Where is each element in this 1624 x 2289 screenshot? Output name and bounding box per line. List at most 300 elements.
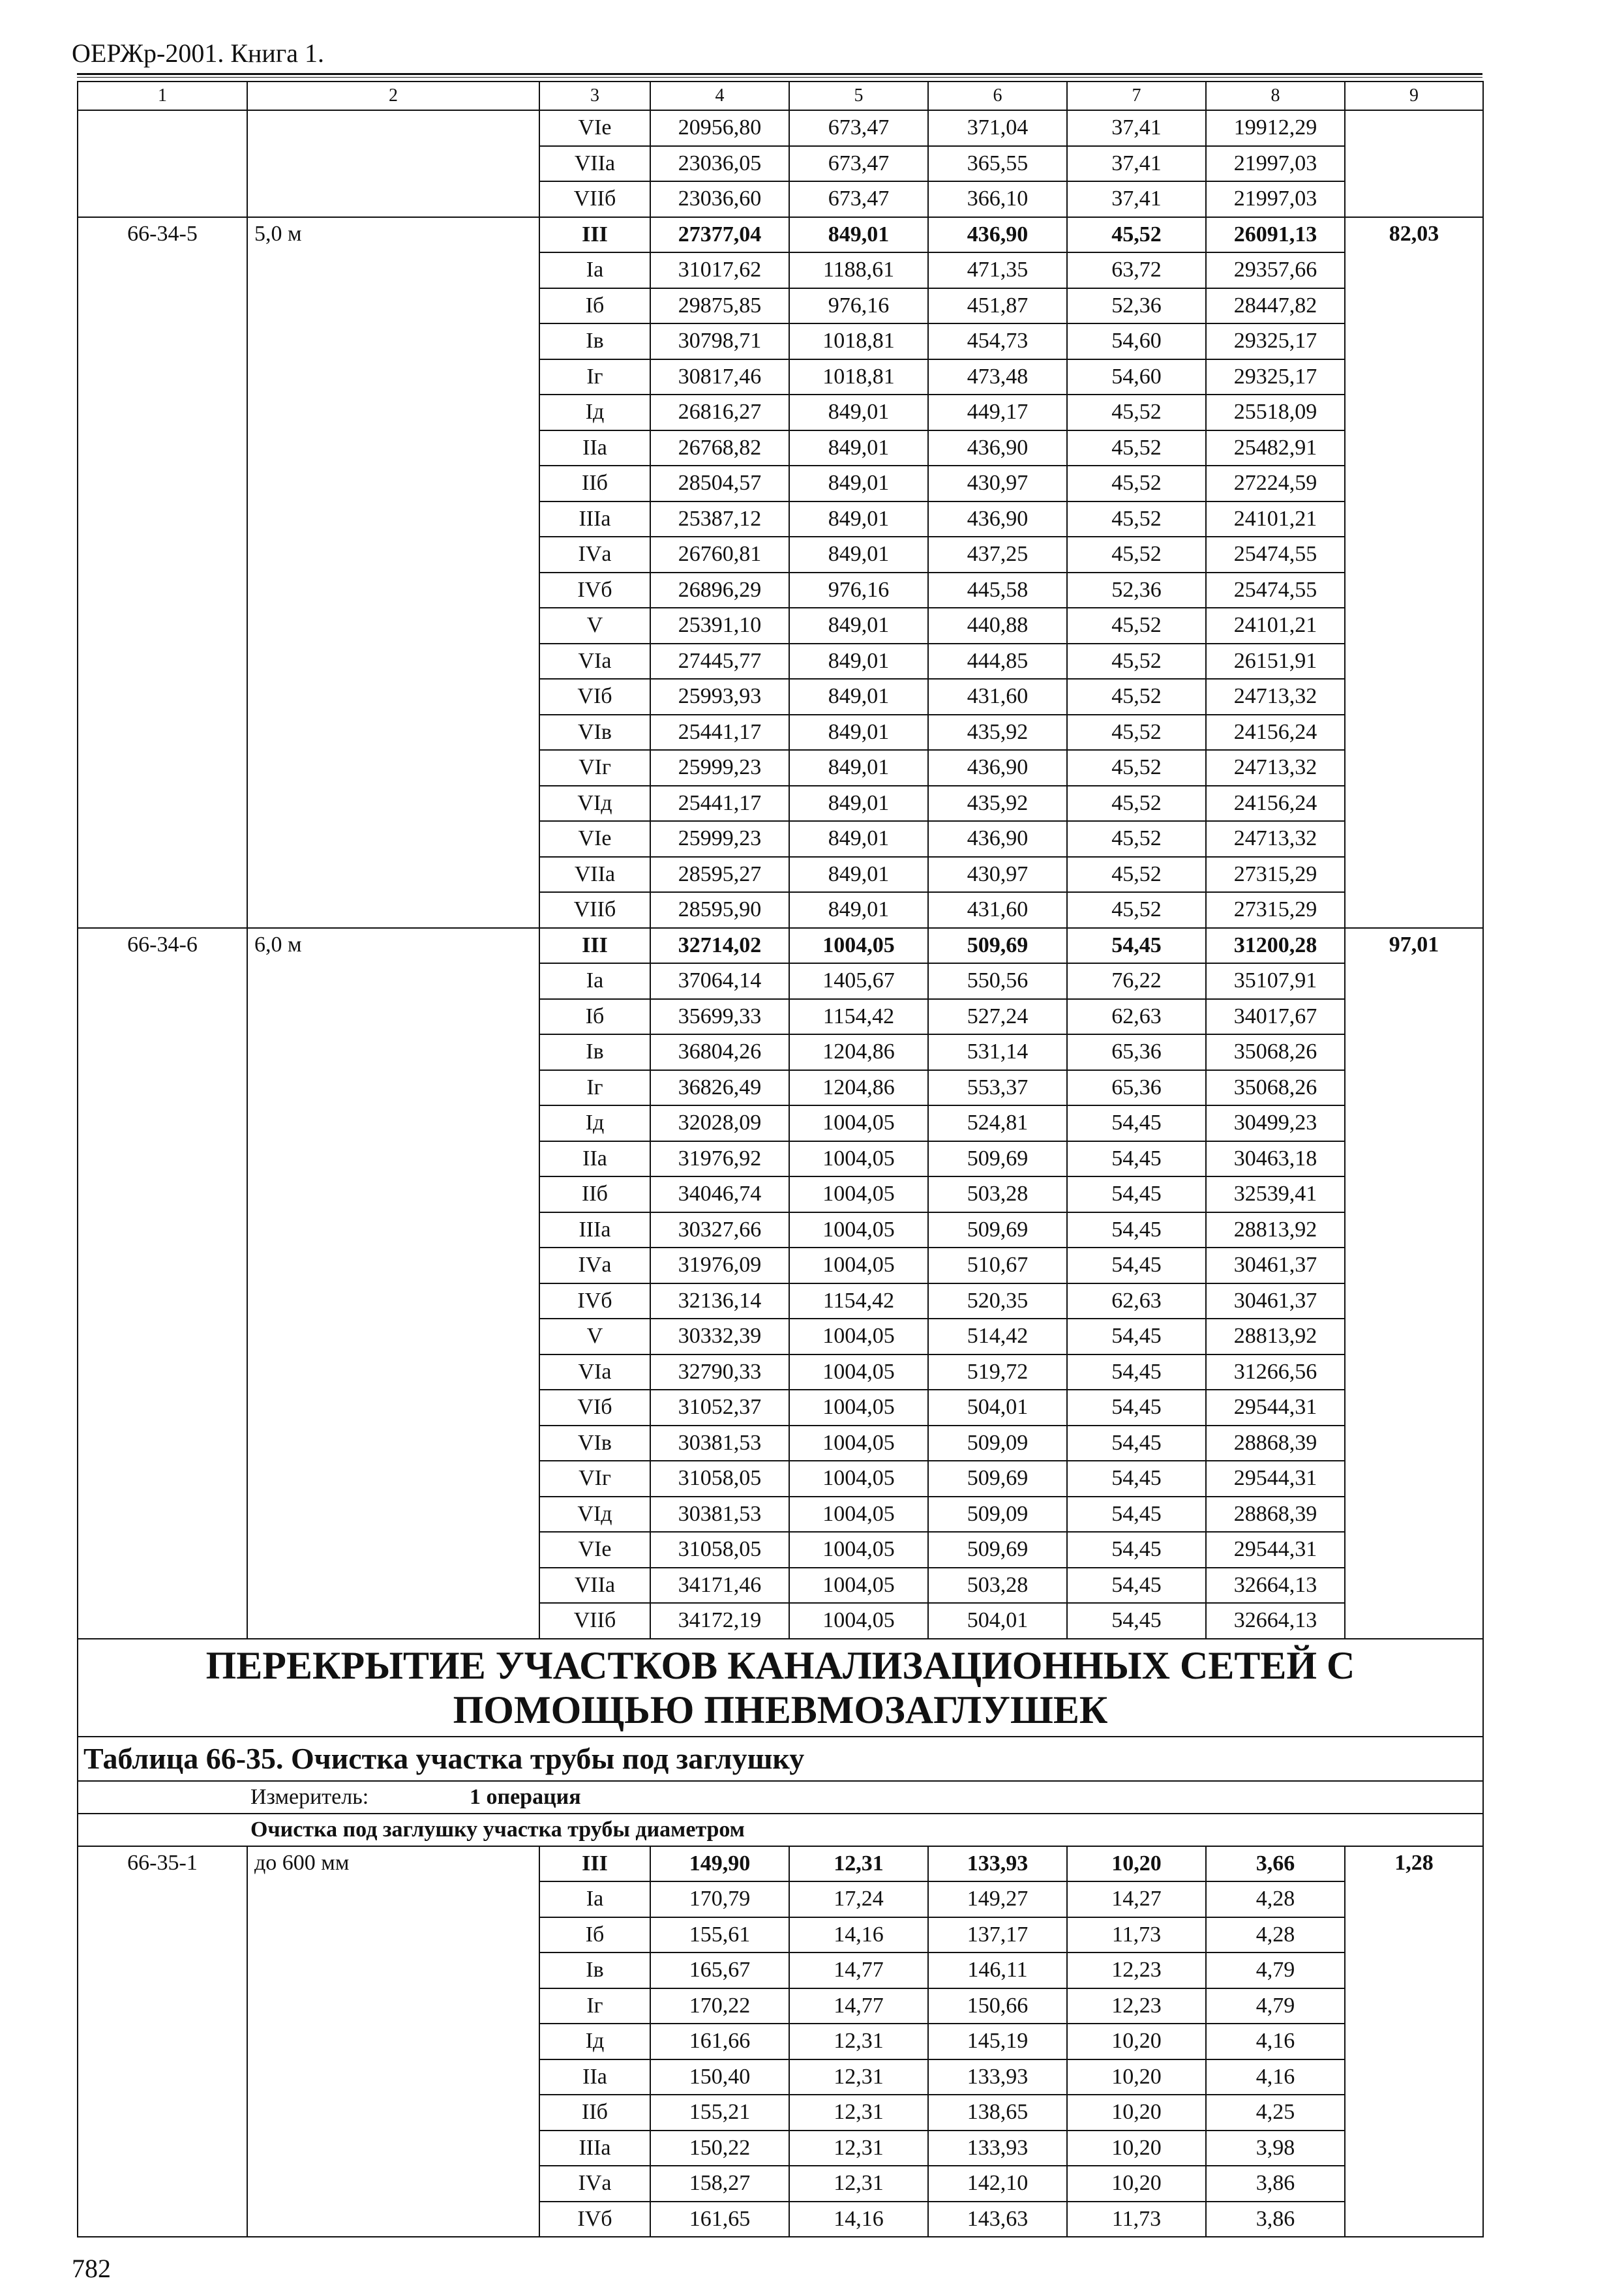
value-cell: 10,20 xyxy=(1067,2095,1206,2131)
rate-code: 66-34-5 xyxy=(78,217,247,928)
zone-code-cell: VIб xyxy=(539,679,650,715)
value-cell: 520,35 xyxy=(928,1283,1067,1319)
value-cell: 3,86 xyxy=(1206,2202,1345,2237)
value-cell: 436,90 xyxy=(928,430,1067,466)
rate-name: 6,0 м xyxy=(247,928,539,1639)
zone-code-cell: Iб xyxy=(539,288,650,324)
value-cell: 35699,33 xyxy=(650,999,789,1035)
value-cell: 11,73 xyxy=(1067,1917,1206,1953)
value-cell: 155,61 xyxy=(650,1917,789,1953)
value-cell: 976,16 xyxy=(789,288,928,324)
column-number: 8 xyxy=(1206,82,1345,110)
table-row xyxy=(78,928,1483,964)
zone-code-cell: Iб xyxy=(539,1917,650,1953)
value-cell: 30463,18 xyxy=(1206,1141,1345,1177)
value-cell: 45,52 xyxy=(1067,679,1206,715)
value-cell: 45,52 xyxy=(1067,501,1206,537)
name-cell-empty xyxy=(247,110,539,217)
value-cell: 149,27 xyxy=(928,1881,1067,1917)
zone-code-cell: Iв xyxy=(539,1034,650,1070)
value-cell: 25518,09 xyxy=(1206,395,1345,430)
value-cell: 31058,05 xyxy=(650,1461,789,1497)
header-rule xyxy=(77,73,1482,75)
zone-code-cell: III xyxy=(539,1846,650,1882)
zone-code-cell: Iв xyxy=(539,323,650,359)
table-row xyxy=(78,217,1483,253)
value-cell: 4,28 xyxy=(1206,1881,1345,1917)
value-cell: 26151,91 xyxy=(1206,644,1345,680)
value-cell: 436,90 xyxy=(928,750,1067,786)
zone-code-cell: Iд xyxy=(539,1105,650,1141)
value-cell: 31976,09 xyxy=(650,1248,789,1283)
value-cell: 37,41 xyxy=(1067,146,1206,182)
value-cell: 12,31 xyxy=(789,2166,928,2202)
value-cell: 1004,05 xyxy=(789,1354,928,1390)
value-cell: 62,63 xyxy=(1067,1283,1206,1319)
column-number-row xyxy=(78,82,1483,110)
value-cell: 30332,39 xyxy=(650,1319,789,1354)
value-cell: 32136,14 xyxy=(650,1283,789,1319)
value-cell: 444,85 xyxy=(928,644,1067,680)
zone-code-cell: Iб xyxy=(539,999,650,1035)
value-cell: 28595,90 xyxy=(650,892,789,928)
column-number: 2 xyxy=(247,82,539,110)
value-cell: 436,90 xyxy=(928,217,1067,253)
value-cell: 1204,86 xyxy=(789,1070,928,1106)
value-cell: 45,52 xyxy=(1067,715,1206,751)
zone-code-cell: VIIб xyxy=(539,892,650,928)
value-cell: 54,45 xyxy=(1067,1426,1206,1461)
zone-code-cell: V xyxy=(539,1319,650,1354)
zone-code-cell: V xyxy=(539,608,650,644)
column-number: 4 xyxy=(650,82,789,110)
value-cell: 24156,24 xyxy=(1206,786,1345,822)
value-cell: 34171,46 xyxy=(650,1568,789,1604)
value-cell: 30327,66 xyxy=(650,1212,789,1248)
table-row xyxy=(78,110,1483,146)
value-cell: 45,52 xyxy=(1067,892,1206,928)
value-cell: 4,79 xyxy=(1206,1952,1345,1988)
value-cell: 849,01 xyxy=(789,217,928,253)
value-cell: 430,97 xyxy=(928,466,1067,501)
value-cell: 849,01 xyxy=(789,786,928,822)
value-cell: 10,20 xyxy=(1067,2024,1206,2059)
value-cell: 170,79 xyxy=(650,1881,789,1917)
value-cell: 30798,71 xyxy=(650,323,789,359)
value-cell: 4,16 xyxy=(1206,2024,1345,2059)
value-cell: 445,58 xyxy=(928,573,1067,608)
value-cell: 23036,05 xyxy=(650,146,789,182)
value-cell: 37,41 xyxy=(1067,181,1206,217)
value-cell: 145,19 xyxy=(928,2024,1067,2059)
column-number: 7 xyxy=(1067,82,1206,110)
value-cell: 1004,05 xyxy=(789,1105,928,1141)
column-number: 5 xyxy=(789,82,928,110)
value-cell: 158,27 xyxy=(650,2166,789,2202)
value-cell: 849,01 xyxy=(789,644,928,680)
value-cell: 155,21 xyxy=(650,2095,789,2131)
value-cell: 849,01 xyxy=(789,857,928,893)
value-cell: 25999,23 xyxy=(650,750,789,786)
value-cell: 849,01 xyxy=(789,821,928,857)
value-cell: 62,63 xyxy=(1067,999,1206,1035)
value-cell: 503,28 xyxy=(928,1176,1067,1212)
zone-code-cell: Iг xyxy=(539,359,650,395)
page-header-title: ОЕРЖр-2001. Книга 1. xyxy=(72,38,324,68)
value-cell: 65,36 xyxy=(1067,1070,1206,1106)
value-cell: 161,66 xyxy=(650,2024,789,2059)
value-cell: 451,87 xyxy=(928,288,1067,324)
zone-code-cell: VIб xyxy=(539,1390,650,1426)
value-cell: 29544,31 xyxy=(1206,1390,1345,1426)
value-cell: 170,22 xyxy=(650,1988,789,2024)
zone-code-cell: IIб xyxy=(539,466,650,501)
value-cell: 32664,13 xyxy=(1206,1568,1345,1604)
table-body xyxy=(78,82,1483,2237)
value-cell: 54,45 xyxy=(1067,1105,1206,1141)
value-cell: 54,60 xyxy=(1067,323,1206,359)
value-cell: 35107,91 xyxy=(1206,963,1345,999)
value-cell: 54,45 xyxy=(1067,1212,1206,1248)
value-cell: 32714,02 xyxy=(650,928,789,964)
value-cell: 32790,33 xyxy=(650,1354,789,1390)
zone-code-cell: IVа xyxy=(539,537,650,573)
value-cell: 54,45 xyxy=(1067,1390,1206,1426)
value-cell: 673,47 xyxy=(789,181,928,217)
zone-code-cell: III xyxy=(539,217,650,253)
page-number: 782 xyxy=(72,2254,111,2283)
value-cell: 31200,28 xyxy=(1206,928,1345,964)
value-cell: 28813,92 xyxy=(1206,1319,1345,1354)
value-cell: 30499,23 xyxy=(1206,1105,1345,1141)
value-cell: 29544,31 xyxy=(1206,1461,1345,1497)
value-cell: 30461,37 xyxy=(1206,1283,1345,1319)
value-cell: 1004,05 xyxy=(789,1248,928,1283)
value-cell: 473,48 xyxy=(928,359,1067,395)
value-cell: 29544,31 xyxy=(1206,1532,1345,1568)
value-cell: 133,93 xyxy=(928,1846,1067,1882)
measure-label: Измеритель: xyxy=(250,1784,369,1809)
zone-code-cell: VIIа xyxy=(539,1568,650,1604)
value-cell: 25441,17 xyxy=(650,786,789,822)
value-cell: 150,40 xyxy=(650,2059,789,2095)
value-cell: 31017,62 xyxy=(650,252,789,288)
zone-code-cell: VIе xyxy=(539,1532,650,1568)
value-cell: 35068,26 xyxy=(1206,1070,1345,1106)
zone-code-cell: VIв xyxy=(539,715,650,751)
value-cell: 849,01 xyxy=(789,892,928,928)
value-cell: 37,41 xyxy=(1067,110,1206,146)
value-cell: 436,90 xyxy=(928,501,1067,537)
zone-code-cell: Iг xyxy=(539,1988,650,2024)
value-cell: 30381,53 xyxy=(650,1497,789,1533)
value-cell: 430,97 xyxy=(928,857,1067,893)
value-cell: 1004,05 xyxy=(789,1212,928,1248)
value-cell: 150,22 xyxy=(650,2131,789,2166)
value-cell: 4,79 xyxy=(1206,1988,1345,2024)
value-cell: 436,90 xyxy=(928,821,1067,857)
value-cell: 14,16 xyxy=(789,1917,928,1953)
note-cell-empty xyxy=(1345,110,1483,217)
value-cell: 431,60 xyxy=(928,892,1067,928)
zone-code-cell: IIб xyxy=(539,1176,650,1212)
value-cell: 29357,66 xyxy=(1206,252,1345,288)
zone-code-cell: Iа xyxy=(539,963,650,999)
zone-code-cell: Iа xyxy=(539,252,650,288)
table-row xyxy=(78,1846,1483,1882)
zone-code-cell: VIIа xyxy=(539,146,650,182)
value-cell: 431,60 xyxy=(928,679,1067,715)
value-cell: 27315,29 xyxy=(1206,892,1345,928)
rate-name: 5,0 м xyxy=(247,217,539,928)
value-cell: 133,93 xyxy=(928,2059,1067,2095)
value-cell: 27445,77 xyxy=(650,644,789,680)
section-row xyxy=(78,1639,1483,1737)
value-cell: 12,31 xyxy=(789,2095,928,2131)
value-cell: 849,01 xyxy=(789,715,928,751)
zone-code-cell: VIв xyxy=(539,1426,650,1461)
value-cell: 1004,05 xyxy=(789,1141,928,1177)
value-cell: 45,52 xyxy=(1067,217,1206,253)
value-cell: 1004,05 xyxy=(789,1603,928,1639)
value-cell: 10,20 xyxy=(1067,1846,1206,1882)
value-cell: 32664,13 xyxy=(1206,1603,1345,1639)
rate-name: до 600 мм xyxy=(247,1846,539,2237)
value-cell: 21997,03 xyxy=(1206,146,1345,182)
value-cell: 26768,82 xyxy=(650,430,789,466)
rate-note: 1,28 xyxy=(1345,1846,1483,2237)
value-cell: 11,73 xyxy=(1067,2202,1206,2237)
value-cell: 142,10 xyxy=(928,2166,1067,2202)
value-cell: 24101,21 xyxy=(1206,608,1345,644)
value-cell: 34172,19 xyxy=(650,1603,789,1639)
zone-code-cell: VIд xyxy=(539,1497,650,1533)
value-cell: 1004,05 xyxy=(789,1461,928,1497)
value-cell: 437,25 xyxy=(928,537,1067,573)
zone-code-cell: IVа xyxy=(539,1248,650,1283)
value-cell: 54,45 xyxy=(1067,1568,1206,1604)
zone-code-cell: IVб xyxy=(539,1283,650,1319)
value-cell: 45,52 xyxy=(1067,786,1206,822)
value-cell: 31052,37 xyxy=(650,1390,789,1426)
zone-code-cell: Iв xyxy=(539,1952,650,1988)
value-cell: 509,69 xyxy=(928,1141,1067,1177)
section-title: ПЕРЕКРЫТИЕ УЧАСТКОВ КАНАЛИЗАЦИОННЫХ СЕТЕЙ С ПОМОЩЬЮ ПНЕВМОЗАГЛУШЕК xyxy=(78,1639,1483,1737)
value-cell: 150,66 xyxy=(928,1988,1067,2024)
value-cell: 550,56 xyxy=(928,963,1067,999)
value-cell: 26816,27 xyxy=(650,395,789,430)
value-cell: 149,90 xyxy=(650,1846,789,1882)
value-cell: 514,42 xyxy=(928,1319,1067,1354)
value-cell: 4,28 xyxy=(1206,1917,1345,1953)
column-number: 3 xyxy=(539,82,650,110)
value-cell: 1004,05 xyxy=(789,1176,928,1212)
value-cell: 32539,41 xyxy=(1206,1176,1345,1212)
value-cell: 45,52 xyxy=(1067,466,1206,501)
value-cell: 45,52 xyxy=(1067,430,1206,466)
value-cell: 30461,37 xyxy=(1206,1248,1345,1283)
zone-code-cell: VIг xyxy=(539,750,650,786)
value-cell: 52,36 xyxy=(1067,573,1206,608)
value-cell: 54,45 xyxy=(1067,1532,1206,1568)
code-cell-empty xyxy=(78,110,247,217)
value-cell: 54,45 xyxy=(1067,1461,1206,1497)
value-cell: 45,52 xyxy=(1067,821,1206,857)
value-cell: 25482,91 xyxy=(1206,430,1345,466)
value-cell: 509,09 xyxy=(928,1426,1067,1461)
value-cell: 25999,23 xyxy=(650,821,789,857)
value-cell: 10,20 xyxy=(1067,2131,1206,2166)
value-cell: 34017,67 xyxy=(1206,999,1345,1035)
value-cell: 504,01 xyxy=(928,1390,1067,1426)
rate-note: 97,01 xyxy=(1345,928,1483,1639)
value-cell: 27315,29 xyxy=(1206,857,1345,893)
value-cell: 146,11 xyxy=(928,1952,1067,1988)
value-cell: 4,16 xyxy=(1206,2059,1345,2095)
value-cell: 137,17 xyxy=(928,1917,1067,1953)
value-cell: 10,20 xyxy=(1067,2166,1206,2202)
rate-note: 82,03 xyxy=(1345,217,1483,928)
zone-code-cell: Iд xyxy=(539,395,650,430)
subheading: Очистка под заглушку участка трубы диаметром xyxy=(78,1814,1483,1846)
value-cell: 25474,55 xyxy=(1206,573,1345,608)
value-cell: 976,16 xyxy=(789,573,928,608)
value-cell: 36826,49 xyxy=(650,1070,789,1106)
value-cell: 435,92 xyxy=(928,786,1067,822)
value-cell: 24713,32 xyxy=(1206,679,1345,715)
value-cell: 28595,27 xyxy=(650,857,789,893)
value-cell: 371,04 xyxy=(928,110,1067,146)
value-cell: 29325,17 xyxy=(1206,359,1345,395)
zone-code-cell: VIIа xyxy=(539,857,650,893)
value-cell: 138,65 xyxy=(928,2095,1067,2131)
zone-code-cell: IVб xyxy=(539,573,650,608)
zone-code-cell: VIIб xyxy=(539,181,650,217)
value-cell: 1188,61 xyxy=(789,252,928,288)
zone-code-cell: VIа xyxy=(539,644,650,680)
value-cell: 54,45 xyxy=(1067,1141,1206,1177)
value-cell: 27377,04 xyxy=(650,217,789,253)
value-cell: 1004,05 xyxy=(789,1497,928,1533)
value-cell: 54,45 xyxy=(1067,1319,1206,1354)
value-cell: 440,88 xyxy=(928,608,1067,644)
value-cell: 449,17 xyxy=(928,395,1067,430)
value-cell: 25474,55 xyxy=(1206,537,1345,573)
value-cell: 21997,03 xyxy=(1206,181,1345,217)
value-cell: 503,28 xyxy=(928,1568,1067,1604)
value-cell: 509,09 xyxy=(928,1497,1067,1533)
measure-row xyxy=(78,1781,1483,1814)
value-cell: 849,01 xyxy=(789,466,928,501)
value-cell: 54,45 xyxy=(1067,1176,1206,1212)
value-cell: 45,52 xyxy=(1067,395,1206,430)
value-cell: 849,01 xyxy=(789,395,928,430)
value-cell: 24713,32 xyxy=(1206,750,1345,786)
value-cell: 54,45 xyxy=(1067,1354,1206,1390)
value-cell: 28447,82 xyxy=(1206,288,1345,324)
zone-code-cell: Iа xyxy=(539,1881,650,1917)
zone-code-cell: VIг xyxy=(539,1461,650,1497)
value-cell: 454,73 xyxy=(928,323,1067,359)
zone-code-cell: VIа xyxy=(539,1354,650,1390)
value-cell: 31058,05 xyxy=(650,1532,789,1568)
value-cell: 29875,85 xyxy=(650,288,789,324)
column-number: 1 xyxy=(78,82,247,110)
value-cell: 519,72 xyxy=(928,1354,1067,1390)
value-cell: 849,01 xyxy=(789,679,928,715)
value-cell: 509,69 xyxy=(928,1461,1067,1497)
column-number: 9 xyxy=(1345,82,1483,110)
value-cell: 31266,56 xyxy=(1206,1354,1345,1390)
value-cell: 12,31 xyxy=(789,2059,928,2095)
value-cell: 12,23 xyxy=(1067,1952,1206,1988)
value-cell: 3,98 xyxy=(1206,2131,1345,2166)
value-cell: 849,01 xyxy=(789,501,928,537)
value-cell: 17,24 xyxy=(789,1881,928,1917)
value-cell: 14,77 xyxy=(789,1988,928,2024)
value-cell: 27224,59 xyxy=(1206,466,1345,501)
value-cell: 54,45 xyxy=(1067,1497,1206,1533)
value-cell: 1154,42 xyxy=(789,999,928,1035)
value-cell: 65,36 xyxy=(1067,1034,1206,1070)
zone-code-cell: IIа xyxy=(539,1141,650,1177)
value-cell: 30381,53 xyxy=(650,1426,789,1461)
value-cell: 24156,24 xyxy=(1206,715,1345,751)
value-cell: 14,16 xyxy=(789,2202,928,2237)
zone-code-cell: IIа xyxy=(539,430,650,466)
value-cell: 553,37 xyxy=(928,1070,1067,1106)
zone-code-cell: IIIа xyxy=(539,501,650,537)
value-cell: 527,24 xyxy=(928,999,1067,1035)
value-cell: 510,67 xyxy=(928,1248,1067,1283)
value-cell: 45,52 xyxy=(1067,857,1206,893)
value-cell: 63,72 xyxy=(1067,252,1206,288)
value-cell: 26091,13 xyxy=(1206,217,1345,253)
value-cell: 28813,92 xyxy=(1206,1212,1345,1248)
value-cell: 14,27 xyxy=(1067,1881,1206,1917)
zone-code-cell: Iг xyxy=(539,1070,650,1106)
value-cell: 54,45 xyxy=(1067,1603,1206,1639)
zone-code-cell: IIа xyxy=(539,2059,650,2095)
value-cell: 1004,05 xyxy=(789,1532,928,1568)
zone-code-cell: VIе xyxy=(539,110,650,146)
value-cell: 35068,26 xyxy=(1206,1034,1345,1070)
value-cell: 54,60 xyxy=(1067,359,1206,395)
value-cell: 52,36 xyxy=(1067,288,1206,324)
value-cell: 165,67 xyxy=(650,1952,789,1988)
table-caption: Таблица 66-35. Очистка участка трубы под заглушку xyxy=(78,1737,1483,1781)
measure-cell xyxy=(78,1781,1483,1814)
value-cell: 1004,05 xyxy=(789,928,928,964)
value-cell: 471,35 xyxy=(928,252,1067,288)
rate-code: 66-35-1 xyxy=(78,1846,247,2237)
value-cell: 1004,05 xyxy=(789,1426,928,1461)
value-cell: 29325,17 xyxy=(1206,323,1345,359)
rate-code: 66-34-6 xyxy=(78,928,247,1639)
value-cell: 531,14 xyxy=(928,1034,1067,1070)
value-cell: 849,01 xyxy=(789,537,928,573)
value-cell: 31976,92 xyxy=(650,1141,789,1177)
value-cell: 32028,09 xyxy=(650,1105,789,1141)
header-rule-thin xyxy=(77,77,1482,78)
value-cell: 25441,17 xyxy=(650,715,789,751)
zone-code-cell: VIе xyxy=(539,821,650,857)
value-cell: 133,93 xyxy=(928,2131,1067,2166)
zone-code-cell: VIд xyxy=(539,786,650,822)
value-cell: 509,69 xyxy=(928,1532,1067,1568)
value-cell: 12,31 xyxy=(789,2024,928,2059)
value-cell: 36804,26 xyxy=(650,1034,789,1070)
